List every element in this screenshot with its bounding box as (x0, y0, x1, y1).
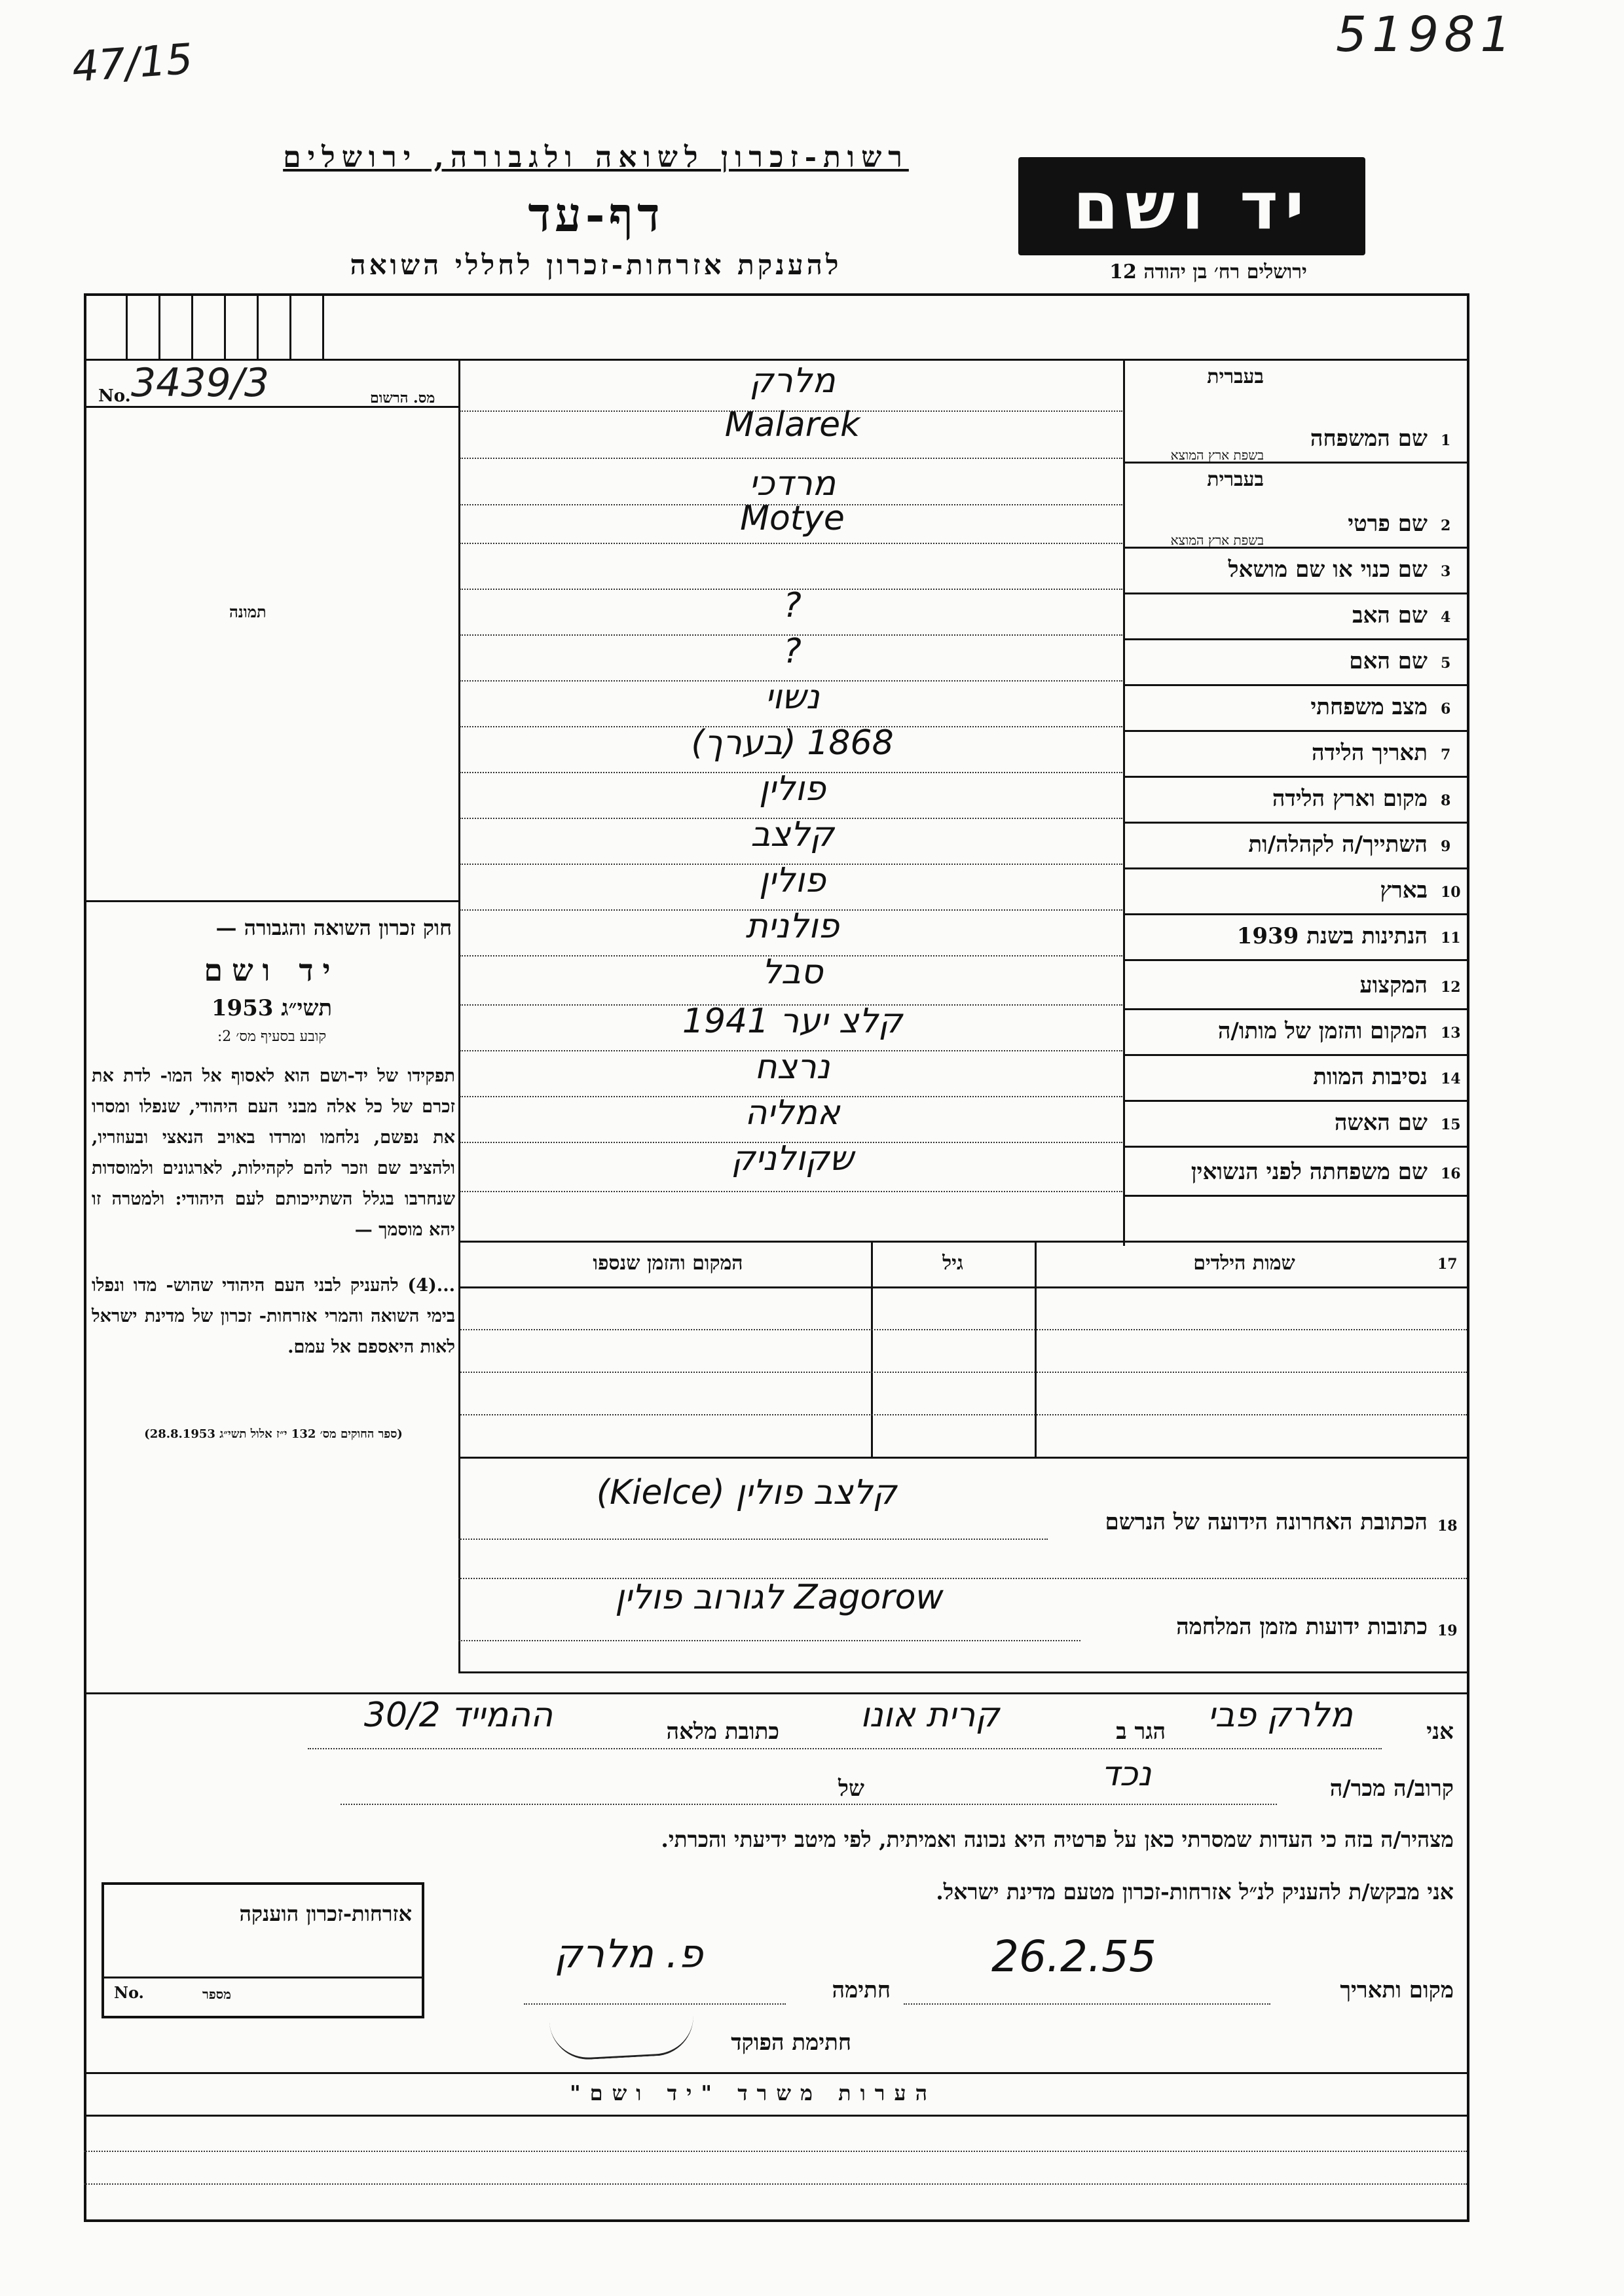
row-separator (1123, 1008, 1467, 1010)
last-address-value: קלצב פולין (Kielce) (596, 1473, 897, 1512)
row-separator (1123, 592, 1467, 594)
field-number-10: 10 (1441, 884, 1461, 901)
last-address-label: הכתובת האחרונה הידועה של הנרשם (1105, 1509, 1428, 1535)
row-separator (1123, 1195, 1467, 1197)
law-name: יד ושם (204, 953, 340, 988)
logo-text: יד ושם (1073, 168, 1311, 244)
citizenship-number-label: מספר (202, 1986, 231, 2002)
field-value-5: ? (783, 632, 802, 671)
field-sub-origin-language: בשפת ארץ המוצא (1170, 447, 1264, 463)
registration-label: מס. הרשום (370, 390, 435, 407)
field-number-16: 16 (1441, 1165, 1461, 1182)
field-sub-hebrew: בעברית (1207, 468, 1264, 491)
row-separator (1123, 1146, 1467, 1148)
field-label-13: המקום והזמן של מותו/ה (1217, 1018, 1428, 1044)
field-number-3: 3 (1441, 563, 1451, 580)
children-age-header: גיל (942, 1252, 963, 1275)
law-paragraph-2: ...(4) להעניק לבני העם היהודי שהוש- מדו ונפלו בימי השואה והמרי אזרחות- זכרון של מדינת ישראל לאות היאספם אל עמם. (92, 1275, 455, 1357)
row-separator (1123, 913, 1467, 915)
field-value-1: מלרק (749, 361, 836, 401)
war-address-label: כתובות ידועות מזמן המלחמה (1176, 1614, 1428, 1640)
field-value-6: נשוי (765, 678, 820, 717)
value-line (460, 543, 1122, 544)
field-value-10: פולין (759, 861, 826, 900)
field-value-7: 1868 (בערך) (691, 723, 894, 763)
law-paragraph-1: תפקידו של יד-ושם הוא לאסוף אל המו- לדת את זכרם של כל אלה מבני העם היהודי, שנפלו ומסרו את נפשם, נלחמו ומרדו באויב הנאצי ובעוזריו, ולהציב שם וזכר להם לקהילות, לארגונים ולמוסדות שנחרבו בגלל השתייכותם לעם היהודי: ולמטרה זו יהא מוסמך — (92, 1066, 455, 1240)
registration-no-prefix: No. (98, 386, 131, 406)
signature-label: חתימה (832, 1977, 891, 2003)
field-label-3: שם כנוי או שם מושאל (1228, 556, 1428, 583)
field-number-7: 7 (1441, 746, 1451, 763)
request-text: אני מבקש/ת להעניק לנ״ל אזרחות-זכרון מטעם מדינת ישראל. (936, 1879, 1454, 1904)
value-line (460, 1191, 1122, 1192)
citizenship-box (101, 1882, 424, 2018)
field-label-5: שם האם (1349, 648, 1428, 674)
field-number-8: 8 (1441, 792, 1451, 809)
field-value-9: קלצב (750, 815, 834, 854)
field-label-11: הנתינות בשנת 1939 (1236, 923, 1428, 949)
field-number-14: 14 (1441, 1070, 1461, 1087)
field-number-2: 2 (1441, 517, 1451, 534)
field-label-4: שם האב (1352, 602, 1428, 629)
field-value-16: שקולניק (731, 1139, 854, 1178)
photo-label: תמונה (229, 602, 267, 621)
yad-vashem-logo (1018, 157, 1365, 255)
declarant-relation: נכד (1101, 1755, 1152, 1794)
field-value-latin-2: Motye (740, 499, 845, 538)
row-separator (1123, 1054, 1467, 1056)
field-value-2: מרדכי (748, 464, 836, 503)
row-separator (1123, 776, 1467, 778)
field-value-8: פולין (759, 769, 826, 809)
citizenship-no-prefix: No. (114, 1983, 144, 2002)
field-number-17: 17 (1437, 1256, 1458, 1273)
row-separator (1123, 822, 1467, 824)
field-number-6: 6 (1441, 701, 1451, 718)
law-clause: קובע בסעיף מס׳ 2: (217, 1029, 327, 1045)
field-value-13: קלצ יער 1941 (682, 1002, 903, 1041)
citizenship-title: אזרחות-זכרון הוענקה (239, 1901, 412, 1926)
field-label-7: תאריך הלידה (1311, 740, 1428, 766)
field-label-1: שם המשפחה (1310, 426, 1428, 452)
field-number-1: 1 (1441, 432, 1451, 449)
relative-label: קרוב/ה מכר/ה (1329, 1776, 1454, 1802)
corner-note: 47/15 (70, 35, 194, 92)
field-number-19: 19 (1437, 1622, 1458, 1639)
row-separator (1123, 1100, 1467, 1102)
children-names-header: שמות הילדים (1193, 1252, 1295, 1275)
row-separator (1123, 638, 1467, 640)
registration-number: 3439/3 (131, 360, 270, 406)
field-number-18: 18 (1437, 1518, 1458, 1535)
field-number-5: 5 (1441, 655, 1451, 672)
field-sub-origin-language: בשפת ארץ המוצא (1170, 532, 1264, 548)
authority-line: רשות-זכרון לשואה ולגבורה, ירושלים (283, 141, 909, 174)
field-label-10: בארץ (1380, 877, 1428, 903)
declarant-street: ההמייד 30/2 (363, 1696, 553, 1735)
law-year: תשי״ג 1953 (211, 995, 333, 1021)
field-number-13: 13 (1441, 1025, 1461, 1042)
declarant-signature: פ. מלרק (554, 1931, 703, 1977)
field-value-11: פולנית (745, 907, 840, 946)
field-value-latin-1: Malarek (724, 405, 860, 445)
law-source: (ספר החוקים מס׳ 132 י״ז אלול תשי״ג 28.8.1953) (144, 1427, 403, 1441)
row-separator (1123, 959, 1467, 961)
of-label: של (838, 1776, 864, 1802)
field-label-12: המקצוע (1359, 972, 1428, 998)
address: ירושלים רח׳ בן יהודה 12 (1109, 261, 1307, 283)
field-number-9: 9 (1441, 838, 1451, 855)
row-separator (1123, 730, 1467, 732)
full-address-label: כתובת מלאה (666, 1719, 779, 1745)
field-value-14: נרצח (754, 1048, 830, 1087)
field-number-15: 15 (1441, 1116, 1461, 1133)
archive-number: 51981 (1336, 7, 1517, 63)
children-place-header: המקום והזמן שנספו (593, 1252, 743, 1275)
field-value-12: סבל (762, 953, 823, 992)
officer-signature-label: חתימת הפוקד (731, 2030, 851, 2056)
field-value-15: אמליה (745, 1093, 840, 1133)
field-label-14: נסיבות המוות (1313, 1064, 1428, 1090)
place-date-label: מקום ותאריך (1340, 1977, 1454, 2003)
field-number-11: 11 (1441, 930, 1461, 947)
law-heading: חוק זכרון השואה והגבורה — (215, 915, 452, 940)
declarant-ani: אני (1426, 1719, 1454, 1745)
field-label-6: מצב משפחתי (1310, 694, 1428, 720)
field-label-15: שם האשה (1334, 1110, 1428, 1136)
declarant-city: קרית אונו (860, 1696, 1000, 1735)
row-separator (1123, 867, 1467, 869)
row-separator (1123, 684, 1467, 686)
declaration-text: מצהיר/ה בזה כי העדות שמסרתי כאן על פרטיה היא נכונה ואמיתית, לפי מיטב ידיעתי והכרתי. (661, 1827, 1454, 1852)
value-line (460, 458, 1122, 459)
war-address-value: Zagorow לגורוב פולין (615, 1578, 944, 1617)
form-subtitle: להענקת אזרחות-זכרון לחללי השואה (350, 249, 842, 281)
declarant-resides: הגר ב (1116, 1719, 1166, 1745)
declarant-name: מלרק פבי (1208, 1696, 1353, 1735)
office-notes-heading: הערות משרד "יד ושם" (569, 2081, 937, 2105)
declaration-date: 26.2.55 (991, 1931, 1156, 1982)
form-title: דף-עד (528, 187, 664, 242)
field-label-8: מקום וארץ הלידה (1272, 786, 1428, 812)
field-label-16: שם משפחתה לפני הנשואין (1190, 1159, 1428, 1185)
field-number-12: 12 (1441, 979, 1461, 996)
field-label-2: שם פרטי (1348, 511, 1428, 537)
field-value-4: ? (783, 586, 802, 625)
field-label-9: השתייך/ה לקהלה/ות (1248, 831, 1428, 858)
field-sub-hebrew: בעברית (1207, 365, 1264, 388)
field-number-4: 4 (1441, 609, 1451, 626)
